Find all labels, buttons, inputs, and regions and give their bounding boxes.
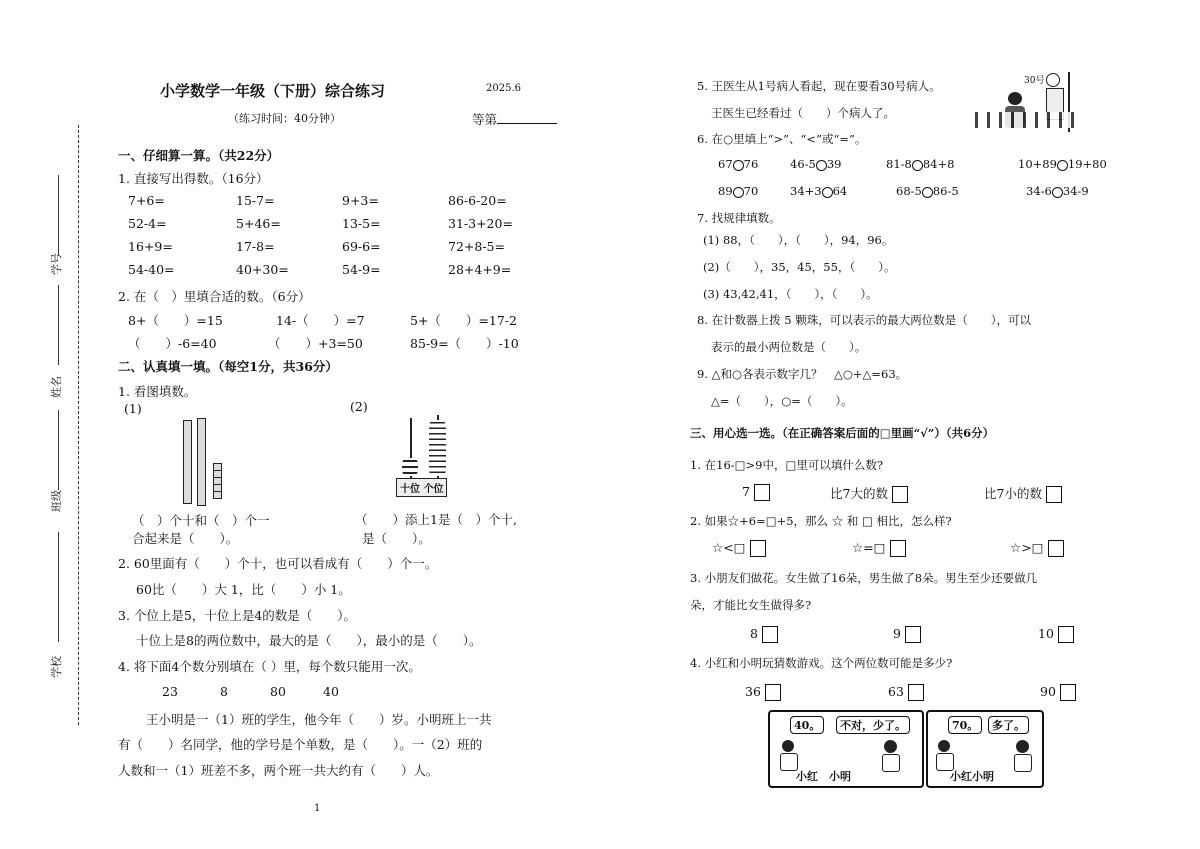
- comic-2-number-bubble: 70。: [948, 716, 982, 734]
- boy-figure-body: [1014, 754, 1032, 772]
- comic-panel-1: [768, 710, 924, 788]
- q6-r2-c1-right: 70: [743, 184, 759, 198]
- q7-line-2: (2)（ ），35，45，55，（ ）。: [703, 260, 896, 274]
- calc-3-3: 69-6=: [342, 239, 381, 254]
- q8-line-b: 表示的最小两位数是（ ）。: [711, 340, 867, 354]
- fill-2-1: （ ）-6=40: [128, 336, 217, 351]
- c1-question: 1. 在16-□>9中，□里可以填什么数?: [690, 458, 883, 472]
- sec2-title: 二、认真填一填。（每空1分，共36分）: [118, 359, 338, 374]
- answer-checkbox[interactable]: [1060, 684, 1076, 701]
- c1-opt-1-label: 7: [742, 484, 750, 499]
- sec1-title: 一、仔细算一算。（共22分）: [118, 148, 280, 163]
- q1-line-b: 合起来是（ ）。: [132, 531, 239, 546]
- answer-checkbox[interactable]: [908, 684, 924, 701]
- sec1-q1-title: 1. 直接写出得数。（16分）: [118, 171, 269, 186]
- c2-question: 2. 如果☆+6=□+5，那么 ☆ 和 □ 相比，怎么样?: [690, 514, 952, 528]
- ten-stick-2: [197, 418, 206, 506]
- child-1-head: [1008, 92, 1022, 105]
- calc-4-2: 40+30=: [236, 262, 289, 277]
- q6-r1-c4: [1018, 157, 1107, 171]
- c1-opt-1: [742, 484, 770, 501]
- calc-2-2: 5+46=: [236, 216, 281, 231]
- binding-underline-1: [58, 175, 60, 255]
- q6-r1-c2-left: 46-5: [790, 157, 816, 171]
- binding-xingming: 姓名: [50, 376, 63, 398]
- compare-circle[interactable]: [1057, 160, 1068, 171]
- q6-r1-c1-left: 67: [718, 157, 733, 171]
- c3-opt-1: [750, 626, 778, 643]
- calc-3-4: 72+8-5=: [448, 239, 505, 254]
- q8-line-a: 8. 在计数器上拨 5 颗珠，可以表示的最大两位数是（ ），可以: [697, 313, 1032, 327]
- q6-r2-c3-right: 86-5: [932, 184, 959, 198]
- c1-opt-3-label: 比7小的数: [984, 486, 1042, 501]
- q6-r1-c1: [718, 157, 758, 171]
- sub1-label: (1): [124, 401, 142, 416]
- abacus-label: 十位 个位: [396, 478, 447, 497]
- compare-circle[interactable]: [922, 187, 933, 198]
- compare-circle[interactable]: [912, 160, 923, 171]
- c2-opt-1-label: ☆<□: [712, 540, 746, 555]
- ten-stick-1: [183, 420, 192, 504]
- binding-underline-2: [58, 285, 60, 365]
- c4-opt-1-label: 36: [745, 684, 761, 699]
- answer-checkbox[interactable]: [765, 684, 781, 701]
- q4-num-3: 80: [270, 684, 286, 699]
- fill-2-2: （ ）+3=50: [268, 336, 363, 351]
- fill-1-2: 14-（ ）=7: [276, 313, 365, 328]
- calc-2-4: 31-3+20=: [448, 216, 513, 231]
- q6-r1-c4-left: 10+89: [1018, 157, 1057, 171]
- q6-r1-c2: [790, 157, 841, 171]
- calc-1-1: 7+6=: [128, 193, 165, 208]
- c4-question: 4. 小红和小明玩猜数游戏。这个两位数可能是多少?: [690, 656, 953, 670]
- c3-opt-3-label: 10: [1038, 626, 1054, 641]
- compare-circle[interactable]: [816, 160, 827, 171]
- q6-r2-c1: [718, 184, 758, 198]
- q1-line-a: （ ）个十和（ ）个一: [132, 513, 270, 528]
- q6-r2-c1-left: 89: [718, 184, 733, 198]
- boy-figure-head: [1016, 740, 1029, 753]
- answer-checkbox[interactable]: [750, 540, 766, 557]
- q4-para-2: 有（ ）名同学，他的学号是个单数，是（ ）。一（2）班的: [118, 737, 483, 752]
- compare-circle[interactable]: [733, 187, 744, 198]
- q6-r1-c2-right: 39: [826, 157, 842, 171]
- grade-label: [472, 110, 557, 128]
- compare-circle[interactable]: [733, 160, 744, 171]
- c4-opt-1: [745, 684, 781, 701]
- c4-opt-2-label: 63: [888, 684, 904, 699]
- girl-figure-head: [938, 740, 950, 752]
- calc-1-3: 9+3=: [342, 193, 379, 208]
- exam-date: 2025.6: [486, 83, 521, 94]
- boy-figure-head: [884, 740, 897, 753]
- calc-2-3: 13-5=: [342, 216, 381, 231]
- c1-opt-2-label: 比7大的数: [830, 486, 888, 501]
- q4-num-2: 8: [220, 684, 228, 699]
- q9-line-b: △=（ ），○=（ ）。: [711, 394, 853, 408]
- binding-underline-4: [58, 532, 60, 642]
- sec2-q1-title: 1. 看图填数。: [118, 384, 197, 399]
- q6-r2-c2: [790, 184, 847, 198]
- q6-r1-c3: [886, 157, 954, 171]
- q6-r2-c3: [896, 184, 959, 198]
- fill-1-1: 8+（ ）=15: [128, 313, 223, 328]
- c3-question-2: 朵，才能比女生做得多?: [690, 598, 812, 612]
- c2-opt-2: [852, 540, 906, 557]
- calc-1-4: 86-6-20=: [448, 193, 507, 208]
- binding-line: [78, 125, 79, 725]
- comic-1-number-bubble: 40。: [790, 716, 824, 734]
- binding-xuexiao: 学校: [50, 656, 63, 678]
- q9-line-a: 9. △和○各表示数字几？ △○+△=63。: [697, 367, 908, 381]
- q2-line-b: 60比（ ）大 1，比（ ）小 1。: [136, 582, 351, 597]
- q6-r1-c1-right: 76: [743, 157, 759, 171]
- q6-r2-c4-left: 34-6: [1026, 184, 1052, 198]
- answer-checkbox[interactable]: [892, 486, 908, 503]
- answer-checkbox[interactable]: [762, 626, 778, 643]
- compare-circle[interactable]: [822, 187, 833, 198]
- comic-panel-2: [926, 710, 1044, 788]
- sec3-title: 三、用心选一选。（在正确答案后面的□里画“√”）（共6分）: [690, 426, 995, 440]
- q6-r2-c3-left: 68-5: [896, 184, 922, 198]
- sub2-label: (2): [350, 399, 368, 414]
- q4-num-4: 40: [323, 684, 339, 699]
- comic-2-speech-bubble: 多了。: [988, 716, 1029, 734]
- q5-line-a: 5. 王医生从1号病人看起，现在要看30号病人。: [697, 79, 941, 93]
- q4-title: 4. 将下面4个数分别填在（ ）里，每个数只能用一次。: [118, 659, 421, 674]
- c3-opt-2: [893, 626, 921, 643]
- compare-circle[interactable]: [1052, 187, 1063, 198]
- q4-para-3: 人数和一（1）班差不多，两个班一共大约有（ ）人。: [118, 763, 439, 778]
- c3-opt-1-label: 8: [750, 626, 758, 641]
- fill-1-3: 5+（ ）=17-2: [410, 313, 517, 328]
- c3-opt-2-label: 9: [893, 626, 901, 641]
- time-note: （练习时间：40分钟）: [228, 112, 341, 125]
- comic-1-speech-bubble: 不对，少了。: [836, 716, 910, 734]
- c2-opt-3: [1010, 540, 1064, 557]
- doctor-figure: [1046, 73, 1060, 87]
- q4-para-1: 王小明是一（1）班的学生，他今年（ ）岁。小明班上一共: [146, 712, 492, 727]
- fill-2-3: 85-9=（ ）-10: [410, 336, 519, 351]
- q3-line-b: 十位上是8的两位数中，最大的是（ ），最小的是（ ）。: [136, 633, 482, 648]
- sec1-q2-title: 2. 在（ ）里填合适的数。（6分）: [118, 289, 311, 304]
- q2-line-a: 2. 60里面有（ ）个十，也可以看成有（ ）个一。: [118, 556, 438, 571]
- q6-r1-c3-right: 84+8: [922, 157, 955, 171]
- c4-opt-3-label: 90: [1040, 684, 1056, 699]
- answer-checkbox[interactable]: [1046, 486, 1062, 503]
- c2-opt-1: [712, 540, 766, 557]
- q7-line-3: (3) 43,42,41，（ ），（ ）。: [703, 287, 878, 301]
- q4-num-1: 23: [162, 684, 178, 699]
- q6-title: 6. 在○里填上“>”、“<”或“=”。: [697, 132, 867, 146]
- abacus-beads-ones: [429, 420, 446, 476]
- c1-opt-3: [984, 484, 1062, 503]
- answer-checkbox[interactable]: [1048, 540, 1064, 557]
- q1-line-c: （ ）添上1是（ ）个十,: [355, 512, 517, 527]
- c1-opt-2: [830, 484, 908, 503]
- answer-checkbox[interactable]: [1058, 626, 1074, 643]
- unit-cube-stack: [213, 463, 222, 499]
- page-title: 小学数学一年级（下册）综合练习: [160, 82, 386, 100]
- q6-r2-c4-right: 34-9: [1062, 184, 1089, 198]
- q7-title: 7. 找规律填数。: [697, 211, 781, 225]
- c4-opt-2: [888, 684, 924, 701]
- q6-r1-c3-left: 81-8: [886, 157, 912, 171]
- calc-3-1: 16+9=: [128, 239, 173, 254]
- grade-blank: [497, 123, 557, 124]
- boy-figure-body: [882, 754, 900, 772]
- q5-line-b: 王医生已经看过（ ）个病人了。: [711, 106, 895, 120]
- girl-figure-head: [782, 740, 794, 752]
- c2-opt-2-label: ☆=□: [852, 540, 886, 555]
- q6-r2-c2-left: 34+3: [790, 184, 822, 198]
- answer-checkbox[interactable]: [890, 540, 906, 557]
- queue-number-label: 30号: [1024, 76, 1045, 86]
- calc-4-1: 54-40=: [128, 262, 175, 277]
- c3-opt-3: [1038, 626, 1074, 643]
- c4-opt-3: [1040, 684, 1076, 701]
- calc-4-3: 54-9=: [342, 262, 381, 277]
- calc-4-4: 28+4+9=: [448, 262, 512, 277]
- calc-1-2: 15-7=: [236, 193, 275, 208]
- comic-1-names: 小红 小明: [796, 770, 851, 783]
- binding-banji: 班级: [50, 490, 63, 512]
- q3-line-a: 3. 个位上是5，十位上是4的数是（ ）。: [118, 608, 357, 623]
- binding-underline-3: [58, 410, 60, 490]
- binding-xuehao: 学号: [50, 253, 63, 275]
- abacus-beads-tens: [402, 458, 418, 476]
- calc-3-2: 17-8=: [236, 239, 275, 254]
- bench: [975, 112, 1075, 128]
- page-number: 1: [314, 803, 321, 814]
- q7-line-1: (1) 88，（ ），（ ），94，96。: [703, 233, 894, 247]
- q6-r2-c2-right: 64: [832, 184, 848, 198]
- c2-opt-3-label: ☆>□: [1010, 540, 1044, 555]
- calc-2-1: 52-4=: [128, 216, 167, 231]
- q6-r1-c4-right: 19+80: [1067, 157, 1107, 171]
- q1-line-d: 是（ ）。: [362, 531, 431, 546]
- q6-r2-c4: [1026, 184, 1089, 198]
- answer-checkbox[interactable]: [905, 626, 921, 643]
- comic-2-names: 小红小明: [950, 770, 994, 783]
- c3-question-1: 3. 小朋友们做花。女生做了16朵，男生做了8朵。男生至少还要做几: [690, 571, 1038, 585]
- grade-label-text: 等第: [472, 112, 498, 127]
- answer-checkbox[interactable]: [754, 484, 770, 501]
